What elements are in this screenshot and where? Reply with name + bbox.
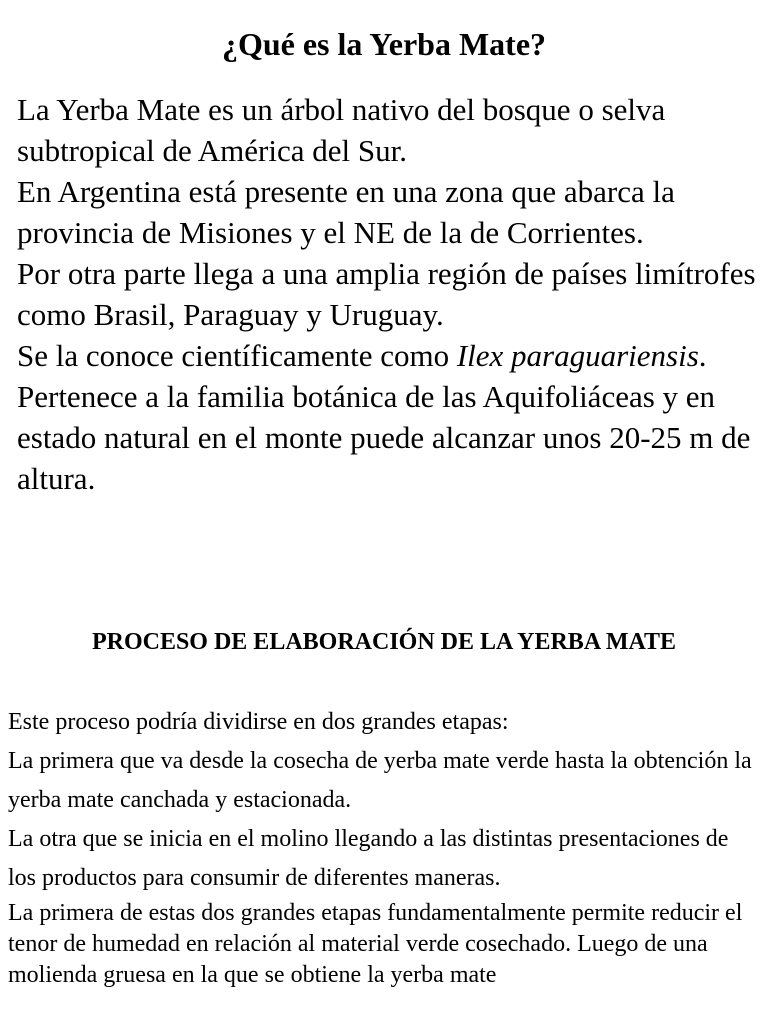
process-section: [8, 703, 760, 991]
intro-paragraph-family: Pertenece a la familia botánica de las Aquifoliáceas y en estado natural en el monte puede alcanzar unos 20-25 m de altura.: [17, 379, 751, 496]
intro-paragraph-region: Por otra parte llega a una amplia región de países limítrofes como Brasil, Paraguay y Uruguay.: [17, 256, 756, 332]
intro-paragraph-origin: La Yerba Mate es un árbol nativo del bosque o selva subtropical de América del Sur.: [17, 92, 666, 168]
scientific-name-lead: Se la conoce científicamente como: [17, 338, 457, 373]
intro-section: [17, 89, 757, 499]
process-paragraph-first-stage: La primera que va desde la cosecha de yerba mate verde hasta la obtención la yerba mate canchada y estacionada.: [8, 748, 752, 813]
intro-paragraph-scientific-name: [17, 335, 757, 376]
intro-paragraph-argentina: En Argentina está presente en una zona que abarca la provincia de Misiones y el NE de la de Corrientes.: [17, 174, 675, 250]
scientific-name-end: .: [698, 338, 707, 373]
process-paragraph-humidity: La primera de estas dos grandes etapas fundamentalmente permite reducir el tenor de humedad en relación al material verde cosechado. Luego de una molienda gruesa en la que se obtiene la yerba mate: [8, 900, 743, 988]
section-heading: PROCESO DE ELABORACIÓN DE LA YERBA MATE: [91, 629, 677, 655]
process-paragraph-stages: Este proceso podría dividirse en dos grandes etapas:: [8, 709, 509, 735]
process-paragraph-second-stage: La otra que se inicia en el molino llegando a las distintas presentaciones de los productos para consumir de diferentes maneras.: [8, 826, 729, 891]
page-title: ¿Qué es la Yerba Mate?: [221, 26, 547, 62]
species-name: Ilex paraguariensis: [456, 338, 699, 373]
